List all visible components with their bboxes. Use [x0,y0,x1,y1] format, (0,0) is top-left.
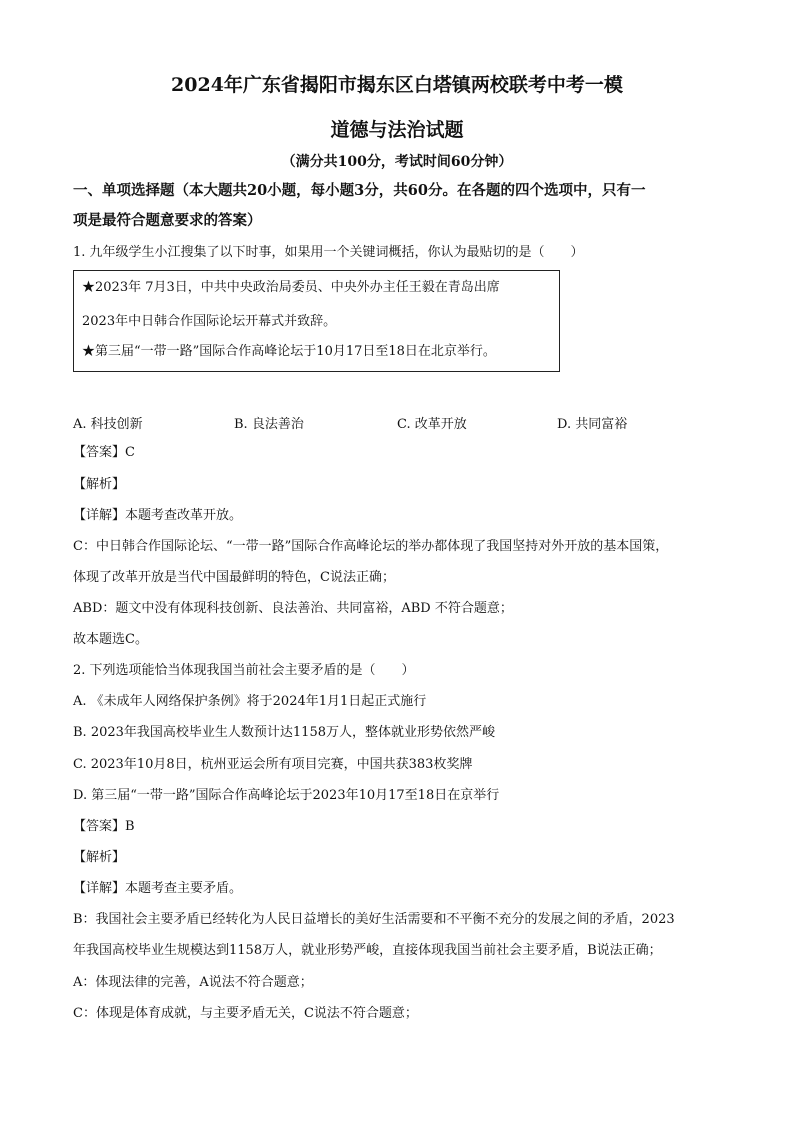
q1-stem: 1. 九年级学生小江搜集了以下时事，如果用一个关键词概括，你认为最贴切的是（ ） [73,245,584,260]
q1-news-box [73,270,560,372]
exam-subtitle: 道德与法治试题 [330,119,464,141]
q2-exp-line: 年我国高校毕业生规模达到1158万人，就业形势严峻，直接体现我国当前社会主要矛盾，B说法正确； [73,943,662,958]
section-heading-line1: 一、单项选择题（本大题共20小题，每小题3分，共60分。在各题的四个选项中，只有一 [73,182,646,199]
q1-box-line: ★2023年 7月3日，中共中央政治局委员、中央外办主任王毅在青岛出席 [82,280,500,295]
q1-exp-line: C：中日韩合作国际论坛、“一带一路”国际合作高峰论坛的举办都体现了我国坚持对外开放的基本国策， [73,539,669,554]
q2-analysis: 【解析】 [73,850,126,865]
q1-exp-line: 体现了改革开放是当代中国最鲜明的特色，C说法正确； [73,570,395,585]
q1-exp-line: 故本题选C。 [73,632,148,647]
q1-option-c: C. 改革开放 [397,417,467,432]
q1-exp-line: ABD：题文中没有体现科技创新、良法善治、共同富裕，ABD 不符合题意； [73,601,513,616]
q2-option-b: B. 2023年我国高校毕业生人数预计达1158万人，整体就业形势依然严峻 [73,725,495,740]
q2-exp-line: C：体现是体育成就，与主要矛盾无关，C说法不符合题意； [73,1006,418,1021]
q2-option-a: A. 《未成年人网络保护条例》将于2024年1月1日起正式施行 [73,694,427,709]
q1-answer: 【答案】C [73,445,135,460]
q1-option-d: D. 共同富裕 [557,417,628,432]
q1-detail: 【详解】本题考查改革开放。 [73,508,243,523]
exam-note: （满分共100分，考试时间60分钟） [281,154,513,170]
q2-detail: 【详解】本题考查主要矛盾。 [73,881,243,896]
q2-exp-line: B：我国社会主要矛盾已经转化为人民日益增长的美好生活需要和不平衡不充分的发展之间的矛盾，2023 [73,912,675,927]
q2-option-c: C. 2023年10月8日，杭州亚运会所有项目完赛，中国共获383枚奖牌 [73,757,473,772]
q2-exp-line: A：体现法律的完善，A说法不符合题意； [73,975,313,990]
q1-option-b: B. 良法善治 [234,417,304,432]
q1-analysis: 【解析】 [73,477,126,492]
q2-option-d: D. 第三届“一带一路”国际合作高峰论坛于2023年10月17至18日在京举行 [73,788,500,803]
q2-stem: 2. 下列选项能恰当体现我国当前社会主要矛盾的是（ ） [73,663,415,678]
q2-answer: 【答案】B [73,819,135,834]
exam-title: 2024年广东省揭阳市揭东区白塔镇两校联考中考一模 [171,74,623,96]
section-heading-line2: 项是最符合题意要求的答案） [73,212,262,229]
q1-option-a: A. 科技创新 [73,417,143,432]
q1-box-line: 2023年中日韩合作国际论坛开幕式并致辞。 [82,314,337,329]
q1-box-line: ★第三届“一带一路”国际合作高峰论坛于10月17日至18日在北京举行。 [82,344,496,359]
